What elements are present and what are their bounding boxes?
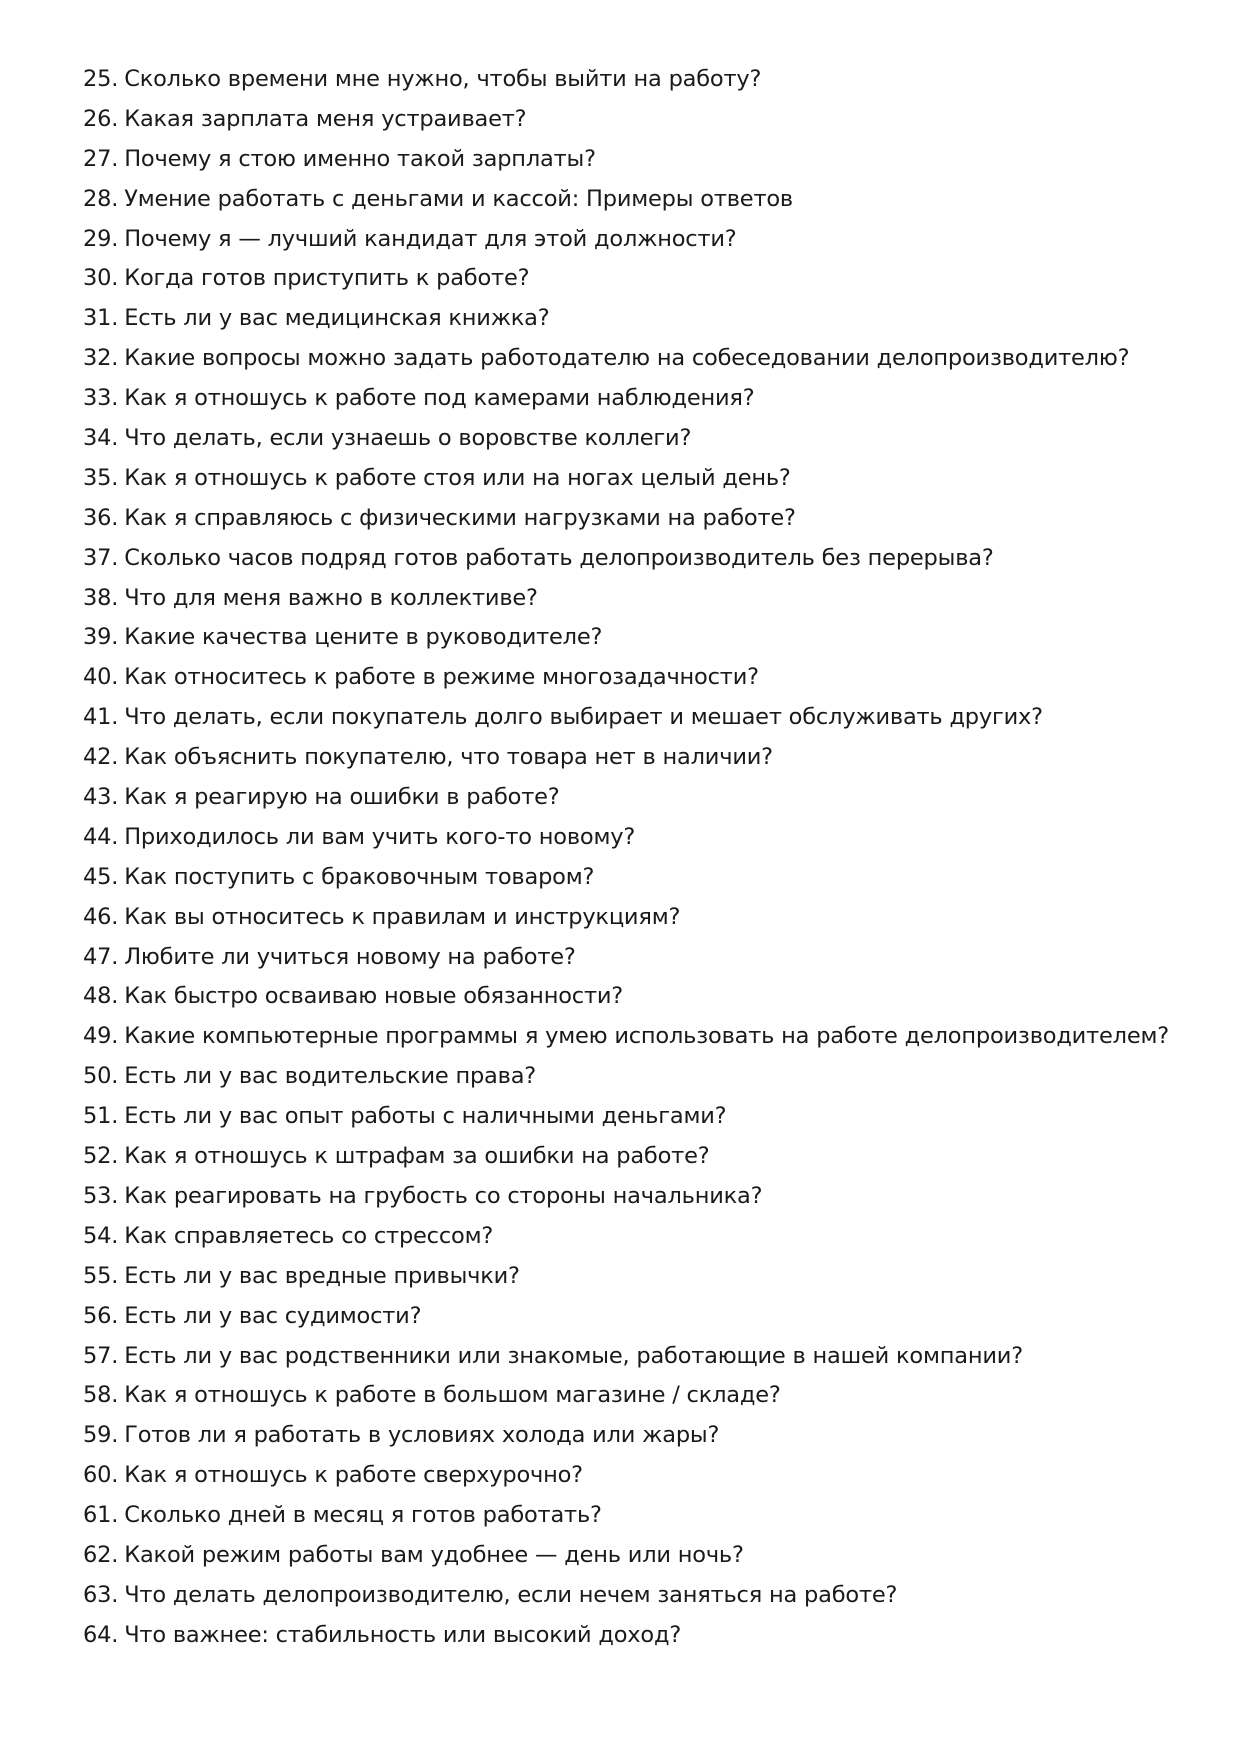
question-number: 56.	[83, 1302, 119, 1329]
list-item	[83, 1177, 1203, 1217]
question-number: 38.	[83, 584, 119, 611]
question-number: 35.	[83, 464, 119, 491]
question-text: Какие качества цените в руководителе?	[124, 624, 603, 651]
question-number: 52.	[83, 1143, 119, 1170]
question-text: Сколько времени мне нужно, чтобы выйти на работу?	[124, 66, 762, 92]
question-number: 63.	[83, 1581, 119, 1608]
question-number: 26.	[83, 105, 119, 132]
question-number: 59.	[83, 1422, 119, 1449]
question-text: Как относитесь к работе в режиме многозадачности?	[124, 664, 759, 691]
question-text: Почему я — лучший кандидат для этой должности?	[124, 225, 737, 252]
list-item	[83, 100, 1203, 140]
list-item	[83, 698, 1203, 738]
question-number: 46.	[83, 903, 119, 930]
question-text: Как я справляюсь с физическими нагрузками на работе?	[124, 504, 796, 531]
list-item	[83, 1097, 1203, 1137]
list-item	[83, 459, 1203, 499]
question-number: 49.	[83, 1023, 119, 1050]
list-item	[83, 1017, 1203, 1057]
question-number: 41.	[83, 704, 119, 731]
question-list	[83, 60, 1203, 1656]
list-item	[83, 858, 1203, 898]
question-text: Есть ли у вас медицинская книжка?	[124, 305, 550, 332]
question-number: 37.	[83, 544, 119, 571]
question-number: 32.	[83, 345, 119, 372]
question-number: 61.	[83, 1502, 119, 1529]
list-item	[83, 738, 1203, 778]
question-number: 48.	[83, 983, 119, 1010]
question-number: 28.	[83, 185, 119, 212]
list-item	[83, 419, 1203, 459]
list-item	[83, 299, 1203, 339]
question-number: 50.	[83, 1063, 119, 1090]
question-text: Как реагировать на грубость со стороны начальника?	[124, 1182, 763, 1209]
question-text: Как я отношусь к работе в большом магазине / складе?	[124, 1382, 781, 1409]
question-number: 57.	[83, 1342, 119, 1369]
list-item	[83, 618, 1203, 658]
list-item	[83, 1337, 1203, 1377]
question-number: 58.	[83, 1382, 119, 1409]
question-number: 36.	[83, 504, 119, 531]
question-text: Почему я стою именно такой зарплаты?	[124, 145, 596, 172]
question-text: Есть ли у вас вредные привычки?	[124, 1262, 520, 1289]
question-text: Как я реагирую на ошибки в работе?	[124, 784, 560, 811]
list-item	[83, 1616, 1203, 1656]
question-text: Сколько часов подряд готов работать делопроизводитель без перерыва?	[124, 544, 994, 571]
question-number: 39.	[83, 624, 119, 651]
list-item	[83, 1416, 1203, 1456]
question-text: Как я отношусь к работе сверхурочно?	[124, 1462, 583, 1489]
list-item	[83, 579, 1203, 619]
list-item	[83, 658, 1203, 698]
list-item	[83, 499, 1203, 539]
question-text: Как быстро осваиваю новые обязанности?	[124, 983, 624, 1010]
question-text: Как поступить с браковочным товаром?	[124, 863, 595, 890]
question-text: Как справляетесь со стрессом?	[124, 1222, 494, 1249]
list-item	[83, 379, 1203, 419]
question-text: Какие вопросы можно задать работодателю на собеседовании делопроизводителю?	[124, 345, 1130, 372]
list-item	[83, 1257, 1203, 1297]
question-text: Есть ли у вас опыт работы с наличными деньгами?	[124, 1103, 727, 1130]
question-text: Как объяснить покупателю, что товара нет в наличии?	[124, 744, 773, 771]
question-number: 64.	[83, 1621, 119, 1648]
list-item	[83, 1536, 1203, 1576]
list-item	[83, 1057, 1203, 1097]
list-item	[83, 1217, 1203, 1257]
list-item	[83, 898, 1203, 938]
question-text: Есть ли у вас судимости?	[124, 1302, 422, 1329]
question-number: 33.	[83, 385, 119, 412]
question-number: 43.	[83, 784, 119, 811]
question-number: 40.	[83, 664, 119, 691]
question-text: Сколько дней в месяц я готов работать?	[124, 1502, 602, 1529]
question-text: Умение работать с деньгами и кассой: Примеры ответов	[124, 185, 793, 212]
question-number: 34.	[83, 425, 119, 452]
list-item	[83, 1137, 1203, 1177]
question-text: Как я отношусь к работе стоя или на ногах целый день?	[124, 464, 791, 491]
list-item	[83, 778, 1203, 818]
question-text: Что делать делопроизводителю, если нечем заняться на работе?	[124, 1581, 898, 1608]
list-item	[83, 1456, 1203, 1496]
question-number: 45.	[83, 863, 119, 890]
question-text: Есть ли у вас родственники или знакомые, работающие в нашей компании?	[124, 1342, 1023, 1369]
question-text: Что делать, если узнаешь о воровстве коллеги?	[124, 425, 692, 452]
question-text: Что важнее: стабильность или высокий доход?	[124, 1621, 682, 1648]
question-text: Готов ли я работать в условиях холода или жары?	[124, 1422, 720, 1449]
question-number: 47.	[83, 943, 119, 970]
question-number: 27.	[83, 145, 119, 172]
list-item	[83, 1297, 1203, 1337]
list-item	[83, 1376, 1203, 1416]
question-text: Как вы относитесь к правилам и инструкциям?	[124, 903, 681, 930]
question-number: 60.	[83, 1462, 119, 1489]
question-text: Какие компьютерные программы я умею использовать на работе делопроизводителем?	[124, 1023, 1169, 1050]
list-item	[83, 60, 1203, 100]
question-number: 54.	[83, 1222, 119, 1249]
question-number: 29.	[83, 225, 119, 252]
question-number: 62.	[83, 1541, 119, 1568]
list-item	[83, 339, 1203, 379]
question-text: Есть ли у вас водительские права?	[124, 1063, 537, 1090]
question-number: 53.	[83, 1182, 119, 1209]
list-item	[83, 180, 1203, 220]
question-number: 51.	[83, 1103, 119, 1130]
list-item	[83, 539, 1203, 579]
list-item	[83, 259, 1203, 299]
question-text: Что для меня важно в коллективе?	[124, 584, 538, 611]
list-item	[83, 938, 1203, 978]
question-number: 30.	[83, 265, 119, 292]
question-text: Что делать, если покупатель долго выбирает и мешает обслуживать других?	[124, 704, 1043, 731]
list-item	[83, 977, 1203, 1017]
list-item	[83, 1496, 1203, 1536]
question-number: 31.	[83, 305, 119, 332]
question-number: 25.	[83, 66, 119, 92]
list-item	[83, 1576, 1203, 1616]
question-number: 55.	[83, 1262, 119, 1289]
question-text: Какая зарплата меня устраивает?	[124, 105, 527, 132]
question-text: Когда готов приступить к работе?	[124, 265, 530, 292]
question-text: Как я отношусь к штрафам за ошибки на работе?	[124, 1143, 710, 1170]
list-item	[83, 818, 1203, 858]
question-number: 42.	[83, 744, 119, 771]
question-text: Какой режим работы вам удобнее — день или ночь?	[124, 1541, 744, 1568]
question-text: Любите ли учиться новому на работе?	[124, 943, 576, 970]
list-item	[83, 140, 1203, 180]
question-text: Как я отношусь к работе под камерами наблюдения?	[124, 385, 755, 412]
question-text: Приходилось ли вам учить кого-то новому?	[124, 823, 636, 850]
list-item	[83, 220, 1203, 260]
question-number: 44.	[83, 823, 119, 850]
